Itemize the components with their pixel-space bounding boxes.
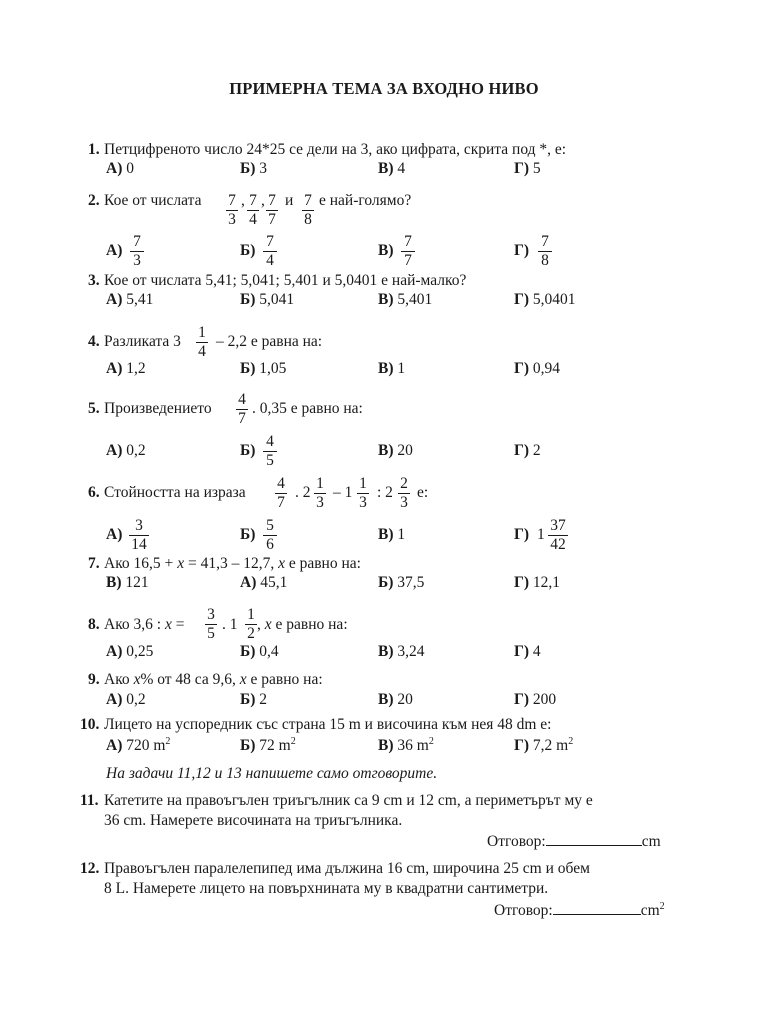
answer-unit: cm [640,902,660,920]
q11-line-1: Катетите на правоъгълен триъгълник са 9 cm и 12 cm, а периметърът му е [104,792,593,809]
denominator: 3 [133,251,141,269]
q2-fraction-1 [226,193,238,227]
option-label: Г) [514,360,530,377]
q3-option-g [514,292,576,308]
denominator: 7 [277,493,285,511]
option-label: Г) [514,643,530,660]
option-label: Г) [514,574,530,591]
text-part: е равно на: [246,671,323,688]
q9-option-a [106,692,146,708]
q12-number: 12. [80,860,100,877]
denominator: 2 [247,624,255,642]
numerator: 7 [304,192,312,209]
numerator: 4 [238,391,246,408]
q6-option-b-fraction [263,518,277,552]
text-part: = [171,616,185,633]
q3-option-a [106,292,153,308]
option-value: 4 [532,643,541,660]
q9-option-g [514,692,556,708]
option-label: А) [106,643,123,660]
q1-text: Петцифреното число 24*25 се дели на 3, ако цифрата, скрита под *, е: [104,141,567,158]
denominator: 5 [207,624,215,642]
q6-number: 6. [88,484,100,501]
q7-text [104,556,361,572]
option-label: В) [378,242,394,259]
q8-number: 8. [88,616,100,633]
option-value: 5 [532,160,541,177]
option-label: Б) [240,526,256,543]
q8-mid: . 1 [222,616,238,633]
q5-option-g [514,443,541,459]
q7-option-2 [240,575,287,591]
numerator: 7 [268,192,276,209]
q4-number: 4. [88,333,100,350]
q4-option-g [514,361,560,377]
q9-text [104,672,323,688]
option-label: Г) [514,291,530,308]
q10-number: 10. [80,716,100,733]
option-label: А) [240,574,257,591]
option-label: А) [106,242,123,259]
q10-option-a [106,737,170,754]
q1-option-b [240,161,267,177]
q12-line-1: Правоъгълен паралелепипед има дължина 16 cm, широчина 25 cm и обем [104,860,590,877]
q4-fraction [196,325,208,359]
denominator: 14 [131,535,147,553]
denominator: 7 [268,210,276,228]
q9-option-v [378,692,413,708]
denominator: 4 [249,210,257,228]
q5-option-b-fraction [263,434,277,468]
option-label: Б) [240,291,256,308]
numerator: 5 [266,517,274,534]
q5-fraction [236,392,248,426]
q6-option-g-whole: 1 [537,526,545,543]
denominator: 6 [266,535,274,553]
option-value: 45,1 [260,574,288,591]
q6-fraction-2 [314,476,326,510]
denominator: 4 [266,251,274,269]
q8-text-pre [104,617,185,633]
denominator: 5 [266,451,274,469]
q4-text-post: – 2,2 е равна на: [216,333,323,350]
denominator: 4 [198,342,206,360]
numerator: 4 [266,433,274,450]
denominator: 7 [238,409,246,427]
superscript: 2 [568,736,574,747]
option-value: 5,401 [397,291,433,308]
option-value: 4 [397,160,406,177]
option-value: 1,05 [259,360,287,377]
option-label: В) [106,574,122,591]
option-label: В) [378,737,394,755]
option-value: 36 m [397,737,429,755]
option-value: 37,5 [397,574,425,591]
numerator: 7 [249,192,257,209]
denominator: 3 [316,493,324,511]
text-part: Ако 3,6 : [104,616,165,633]
option-value: 1 [397,526,406,543]
option-label: В) [378,442,394,459]
q7-option-4 [514,575,560,591]
option-value: 72 m [259,737,291,755]
q2-option-b-fraction [263,234,277,268]
option-value: 20 [397,442,413,459]
option-label: Г) [514,691,530,708]
numerator: 7 [266,233,274,250]
q6-option-a-fraction [129,518,149,552]
option-value: 3,24 [397,643,425,660]
text-part: = 41,3 – 12,7, [184,555,279,572]
q4-option-a [106,361,146,377]
q2-comma: , [241,192,245,209]
text-part: , [257,616,261,633]
q8-option-b [240,644,279,660]
q2-option-a-fraction [130,234,144,268]
text-part: е равно на: [271,616,348,633]
denominator: 8 [304,210,312,228]
text-part: е равно на: [284,555,361,572]
option-label: А) [106,291,123,308]
denominator: 8 [541,251,549,269]
q2-text-post: е най-голямо? [319,192,412,209]
q10-option-b [240,737,296,754]
option-label: Г) [514,737,530,755]
variable-x: x [177,555,185,572]
numerator: 3 [207,606,215,623]
numerator: 2 [400,475,408,492]
option-value: 0,4 [259,643,279,660]
option-value: 0,2 [126,691,146,708]
option-label: Б) [240,691,256,708]
q12-line-2: 8 L. Намерете лицето на повърхнината му в квадратни сантиметри. [104,880,549,897]
answer-label: Отговор: [487,833,546,850]
option-value: 1 [397,360,406,377]
variable-x: x [264,616,272,633]
option-label: Б) [378,574,394,591]
option-label: А) [106,360,123,377]
q2-fraction-2 [247,193,259,227]
q2-and: и [285,192,294,209]
option-label: Б) [240,160,256,177]
option-value: 0 [126,160,134,177]
superscript: 2 [659,901,665,912]
q3-option-v [378,292,432,308]
q6-fraction-1 [275,476,287,510]
q5-text-pre: Произведението [104,400,212,417]
numerator: 7 [228,192,236,209]
text-part: Ако [104,671,134,688]
variable-x: x [133,671,141,688]
option-value: 20 [397,691,413,708]
option-label: А) [106,442,123,459]
q2-text-pre: Кое от числата [104,192,202,209]
q6-minus: – 1 [333,484,353,501]
option-label: Г) [514,526,530,543]
q5-number: 5. [88,400,100,417]
option-value: 5,41 [126,291,154,308]
denominator: 3 [359,493,367,511]
option-value: 2 [259,691,268,708]
q11-line-2: 36 cm. Намерете височината на триъгълника. [104,812,403,829]
denominator: 7 [404,251,412,269]
option-label: Г) [514,442,530,459]
option-label: А) [106,526,123,543]
q9-option-b [240,692,267,708]
option-value: 0,94 [532,360,561,377]
variable-x: x [278,555,285,572]
q4-text-pre: Разликата 3 [104,333,181,350]
option-label: Г) [514,160,530,177]
q4-option-v [378,361,405,377]
option-value: 720 m [126,737,166,755]
q8-fraction-1 [205,607,217,641]
q10-option-g [514,737,573,754]
q2-number: 2. [88,192,100,209]
option-label: Б) [240,737,256,755]
option-value: 2 [532,442,541,459]
q3-number: 3. [88,272,100,289]
numerator: 1 [359,475,367,492]
q2-fraction-4 [302,193,314,227]
option-label: А) [106,160,123,177]
q4-option-b [240,361,286,377]
q7-option-3 [378,575,424,591]
denominator: 3 [400,493,408,511]
q3-text: Кое от числата 5,41; 5,041; 5,401 и 5,0401 е най-малко? [104,272,467,289]
q1-option-g [514,161,541,177]
option-value: 5,041 [259,291,295,308]
q5-text-post: . 0,35 е равно на: [252,400,363,417]
text-part: % от 48 са 9,6, [140,671,240,688]
page-title: ПРИМЕРНА ТЕМА ЗА ВХОДНО НИВО [229,79,539,98]
option-value: 3 [259,160,268,177]
answer-unit: cm [641,833,661,850]
option-value: 7,2 m [532,737,569,755]
numerator: 1 [198,324,206,341]
q8-option-a [106,644,153,660]
option-value: 1,2 [126,360,146,377]
q9-number: 9. [88,671,100,688]
option-label: А) [106,737,123,755]
option-value: 200 [532,691,557,708]
option-value: 0,25 [126,643,154,660]
numerator: 7 [404,233,412,250]
option-value: 5,0401 [532,291,576,308]
q11-number: 11. [80,792,99,809]
q1-number: 1. [88,141,100,158]
option-label: В) [378,160,394,177]
q2-fraction-3 [266,193,278,227]
instructions-note: На задачи 11,12 и 13 напишете само отговорите. [106,765,438,782]
q6-dot: . 2 [295,484,311,501]
denominator: 3 [228,210,236,228]
q6-text-pre: Стойността на израза [104,484,246,501]
option-label: Г) [514,242,530,259]
numerator: 7 [133,233,141,250]
q1-option-v [378,161,405,177]
option-label: В) [378,643,394,660]
q2-option-g-fraction [538,234,552,268]
text-part: Ако 16,5 + [104,555,178,572]
option-label: В) [378,526,394,543]
q2-option-v-fraction [401,234,415,268]
option-value: 121 [125,574,149,591]
numerator: 4 [277,475,285,492]
denominator: 42 [550,535,566,553]
numerator: 1 [247,606,255,623]
q2-comma: , [261,192,265,209]
q10-text: Лицето на успоредник със страна 15 m и височина към нея 48 dm е: [104,716,552,733]
option-label: В) [378,291,394,308]
numerator: 37 [550,517,566,534]
q6-text-post: е: [417,484,429,501]
q12-answer [494,902,665,919]
option-label: Б) [240,442,256,459]
numerator: 3 [135,517,143,534]
option-label: А) [106,691,123,708]
q6-fraction-3 [357,476,369,510]
q8-fraction-2 [245,607,257,641]
q3-option-b [240,292,294,308]
superscript: 2 [165,736,171,747]
answer-label: Отговор: [494,902,553,920]
option-value: 12,1 [532,574,561,591]
q7-option-1 [106,575,149,591]
q5-option-a [106,443,146,459]
q11-answer [487,833,661,850]
q6-fraction-4 [398,476,410,510]
option-label: В) [378,360,394,377]
numerator: 1 [316,475,324,492]
answer-blank[interactable] [546,833,642,846]
option-label: В) [378,691,394,708]
option-label: Б) [240,643,256,660]
q8-option-v [378,644,425,660]
q6-option-v [378,527,405,543]
q6-div: : 2 [377,484,393,501]
answer-blank[interactable] [553,902,641,915]
q7-number: 7. [88,555,100,572]
q1-option-a [106,161,134,177]
variable-x: x [239,671,247,688]
option-value: 0,2 [126,442,146,459]
q10-option-v [378,737,434,754]
q8-option-g [514,644,541,660]
q8-text-post [257,617,348,633]
option-label: Б) [240,242,256,259]
option-label: Б) [240,360,256,377]
superscript: 2 [428,736,434,747]
variable-x: x [165,616,172,633]
q5-option-v [378,443,413,459]
superscript: 2 [290,736,296,747]
numerator: 7 [541,233,549,250]
q6-option-g-fraction [548,518,568,552]
